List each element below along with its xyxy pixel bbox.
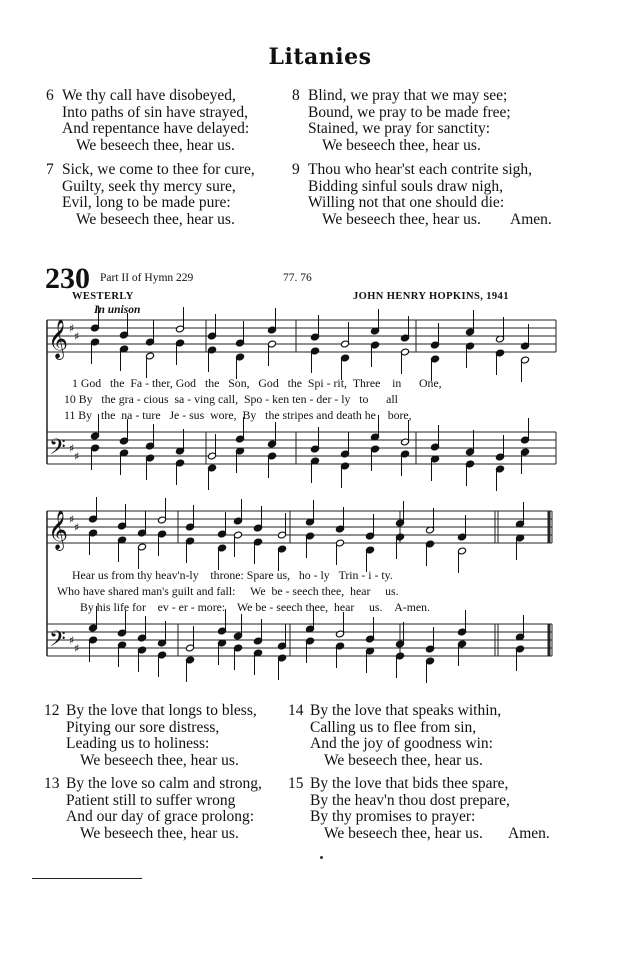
stanza-line: We beseech thee, hear us. [324, 824, 483, 842]
stanza-line: Evil, long to be made pure: [62, 194, 231, 212]
stanza-line: By the heav'n thou dost prepare, [310, 791, 510, 809]
svg-text:♯: ♯ [69, 513, 75, 526]
stanza-line: Sick, we come to thee for cure, [62, 161, 255, 178]
svg-text:♯: ♯ [69, 442, 75, 455]
stanza-line: Into paths of sin have strayed, [62, 103, 248, 121]
stanza-number: 15 [288, 775, 304, 792]
page-title: Litanies [268, 44, 372, 70]
stanza-12 [44, 702, 257, 769]
svg-text:𝄞: 𝄞 [48, 319, 69, 359]
stanza-number: 14 [288, 702, 304, 719]
stanza-line: We beseech thee, hear us. [80, 751, 239, 769]
svg-text:♯: ♯ [69, 322, 75, 335]
lyric-line-verse-11: 11 By the na - ture Je - sus wore, By the stripes and death he bore, [64, 408, 412, 422]
stanza-number: 8 [292, 87, 300, 104]
stanza-line: Stained, we pray for sanctity: [308, 120, 491, 138]
lyric-line-verse-11-cont: By his life for ev - er - more: We be - seech thee, hear us. A-men. [80, 600, 430, 614]
stanza-line: Willing not that one should die: [308, 194, 505, 212]
stanza-number: 9 [292, 161, 300, 178]
stanza-line: We beseech thee, hear us. [322, 210, 481, 228]
lyric-line-verse-1-cont: Hear us from thy heav'n-ly throne: Spare us, ho - ly Trin - i - ty. [72, 568, 393, 582]
stanza-line: Bidding sinful souls draw nigh, [308, 177, 504, 195]
direction-in-unison: In unison [94, 304, 141, 316]
svg-text:♯: ♯ [69, 634, 75, 647]
svg-text:𝄢: 𝄢 [49, 627, 66, 657]
hymn-meter: 77. 76 [283, 272, 312, 284]
stanza-line: By the love that speaks within, [310, 702, 502, 719]
lyric-line-verse-1: 1 God the Fa - ther, God the Son, God the Spi - rit, Three in One, [72, 376, 442, 390]
stanza-13 [44, 775, 262, 842]
stanza-line: We beseech thee, hear us. [76, 210, 235, 228]
stanza-line: Thou who hear'st each contrite sigh, [308, 161, 533, 178]
svg-text:𝄞: 𝄞 [48, 510, 69, 550]
stanza-line: We beseech thee, hear us. [322, 136, 481, 154]
stanza-line: By the love that longs to bless, [66, 702, 257, 719]
page-dot [320, 856, 323, 859]
stanza-line: Blind, we pray that we may see; [308, 87, 508, 104]
stanza-line: Patient still to suffer wrong [66, 791, 236, 809]
svg-text:♯: ♯ [74, 330, 80, 343]
stanza-number: 13 [44, 775, 60, 792]
stanza-number: 6 [46, 87, 54, 104]
stanza-line: We beseech thee, hear us. [324, 751, 483, 769]
stanza-line: We thy call have disobeyed, [62, 87, 236, 104]
lyric-line-verse-10-cont: Who have shared man's guilt and fall: We be - seech thee, hear us. [57, 584, 399, 598]
stanza-15 [288, 775, 510, 842]
svg-text:♯: ♯ [74, 642, 80, 655]
stanza-line: By the love so calm and strong, [66, 775, 262, 792]
stanza-line: We beseech thee, hear us. [80, 824, 239, 842]
hymn-number: 230 [45, 262, 90, 295]
svg-text:♯: ♯ [74, 450, 80, 463]
composer: JOHN HENRY HOPKINS, 1941 [353, 291, 509, 302]
stanza-line: By thy promises to prayer: [310, 808, 476, 826]
stanza-line: And repentance have delayed: [62, 120, 250, 138]
svg-text:♯: ♯ [74, 521, 80, 534]
amen-bottom: Amen. [508, 825, 550, 842]
hymn-part: Part II of Hymn 229 [100, 272, 194, 284]
stanza-number: 7 [46, 161, 54, 178]
stanza-number: 12 [44, 702, 60, 719]
stanza-line: And our day of grace prolong: [66, 808, 255, 826]
stanza-14 [288, 702, 502, 769]
svg-text:𝄢: 𝄢 [49, 435, 66, 465]
stanza-line: Guilty, seek thy mercy sure, [62, 177, 236, 195]
stanza-line: Bound, we pray to be made free; [308, 103, 511, 121]
lyric-line-verse-10: 10 By the gra - cious sa - ving call, Spo - ken ten - der - ly to all [64, 392, 398, 406]
tune-name: WESTERLY [72, 291, 134, 302]
amen-top: Amen. [510, 211, 552, 228]
stanza-line: Calling us to flee from sin, [310, 718, 477, 736]
stanza-line: And the joy of goodness win: [310, 735, 493, 753]
stanza-line: We beseech thee, hear us. [76, 136, 235, 154]
stanza-line: Leading us to holiness: [66, 735, 210, 753]
stanza-line: By the love that bids thee spare, [310, 775, 509, 792]
stanza-line: Pitying our sore distress, [66, 718, 220, 736]
footer-rule [32, 878, 142, 879]
